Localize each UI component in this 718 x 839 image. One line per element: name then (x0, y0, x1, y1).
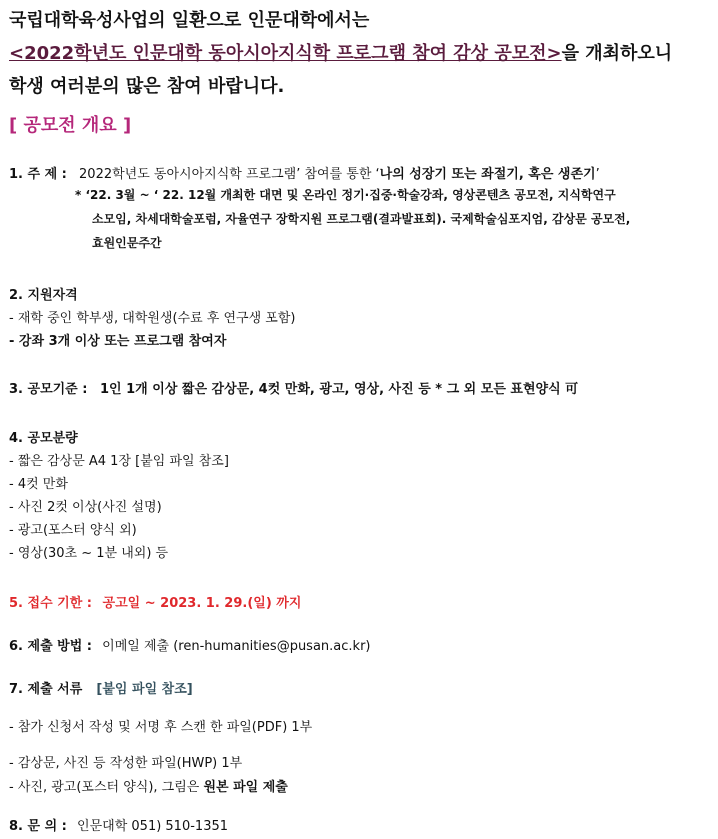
quantity-line: - 영상(30초 ~ 1분 내외) 등 (9, 546, 169, 561)
item-theme-bold: 나의 성장기 또는 좌절기, 혹은 생존기 (379, 167, 596, 182)
documents-line-2: - 감상문, 사진 등 작성한 파일(HWP) 1부 (9, 756, 243, 771)
item-method (9, 635, 371, 654)
item-documents-label: 7. 제출 서류 (9, 682, 83, 697)
item-eligibility-label: 2. 지원자격 (9, 288, 78, 303)
documents-line-3-plain: - 사진, 광고(포스터 양식), 그림은 (9, 780, 204, 795)
documents-line-3 (9, 776, 288, 795)
quantity-line: - 짧은 감상문 A4 1장 [붙임 파일 참조] (9, 454, 229, 469)
theme-note-line-3: 효원인문주간 (92, 236, 162, 250)
intro-line-2 (9, 39, 672, 65)
eligibility-line-1: - 재학 중인 학부생, 대학원생(수료 후 연구생 포함) (9, 311, 296, 326)
item-criteria (9, 378, 578, 397)
documents-line-1: - 참가 신청서 작성 및 서명 후 스캔 한 파일(PDF) 1부 (9, 720, 313, 735)
item-quantity-label: 4. 공모분량 (9, 431, 78, 446)
eligibility-line-2: - 강좌 3개 이상 또는 프로그램 참여자 (9, 334, 227, 349)
intro-line-2-rest: 을 개최하오니 (561, 43, 673, 64)
item-deadline-text: 공고일 ~ 2023. 1. 29.(일) 까지 (102, 596, 302, 611)
item-contact-text: 인문대학 051) 510-1351 (77, 819, 229, 834)
item-theme-tail: ’ (595, 167, 600, 182)
quantity-line: - 4컷 만화 (9, 477, 68, 492)
item-documents (9, 678, 193, 697)
item-method-text: 이메일 제출 (ren-humanities@pusan.ac.kr) (102, 639, 371, 654)
item-contact-label: 8. 문 의 : (9, 819, 67, 834)
item-contact (9, 815, 228, 834)
quantity-line: - 광고(포스터 양식 외) (9, 523, 137, 538)
attach-note: [붙임 파일 참조] (96, 682, 193, 697)
item-theme (9, 163, 600, 182)
quantity-line: - 사진 2컷 이상(사진 설명) (9, 500, 162, 515)
theme-note-line-1: * ‘22. 3월 ~ ‘ 22. 12월 개최한 대면 및 온라인 정기·집중·학술강좌, 영상콘텐츠 공모전, 지식학연구 (75, 188, 616, 202)
item-deadline-label: 5. 접수 기한 : (9, 596, 92, 611)
item-criteria-label: 3. 공모기준 : (9, 382, 88, 397)
item-method-label: 6. 제출 방법 : (9, 639, 92, 654)
item-deadline (9, 592, 301, 611)
item-theme-label: 1. 주 제 : (9, 167, 67, 182)
documents-line-3-bold: 원본 파일 제출 (203, 780, 288, 795)
section-title: [ 공모전 개요 ] (9, 115, 132, 136)
theme-note-line-2: 소모임, 차세대학술포럼, 자율연구 장학지원 프로그램(결과발표회). 국제학술심포지엄, 감상문 공모전, (92, 212, 631, 226)
program-title: <2022학년도 인문대학 동아시아지식학 프로그램 참여 감상 공모전> (9, 43, 562, 64)
intro-line-3: 학생 여러분의 많은 참여 바랍니다. (9, 76, 285, 97)
item-criteria-text: 1인 1개 이상 짧은 감상문, 4컷 만화, 광고, 영상, 사진 등 * 그 외 모든 표현양식 可 (100, 382, 579, 397)
intro-line-1: 국립대학육성사업의 일환으로 인문대학에서는 (9, 10, 370, 31)
item-theme-text: 2022학년도 동아시아지식학 프로그램’ 참여를 통한 ‘ (79, 167, 380, 182)
